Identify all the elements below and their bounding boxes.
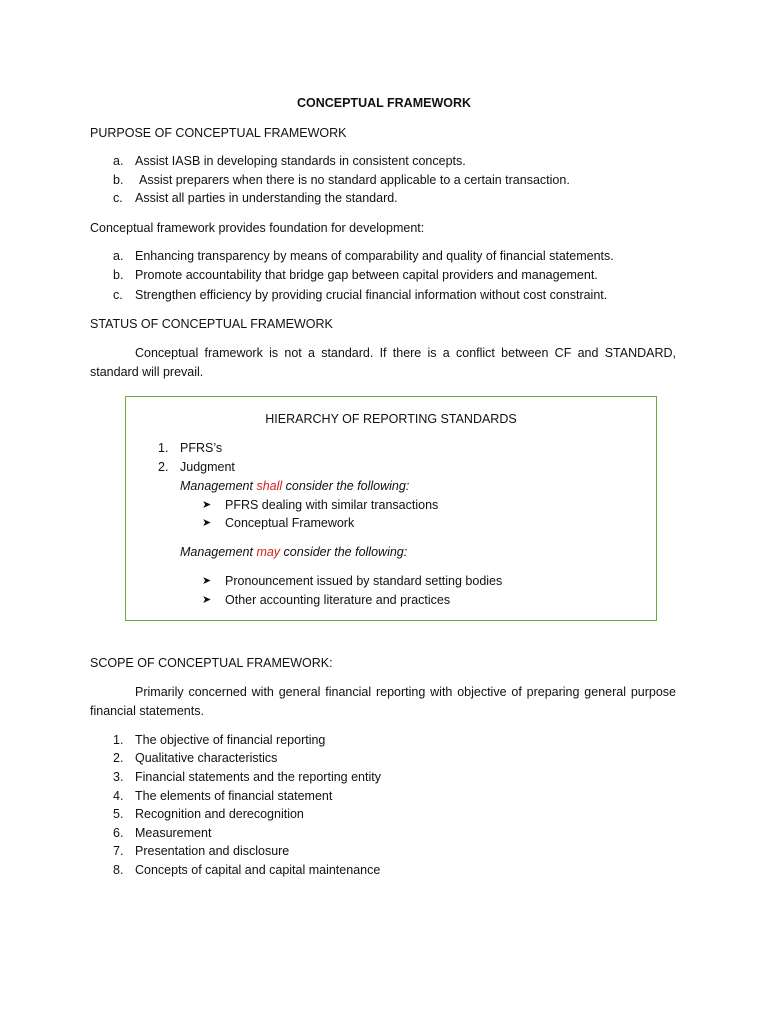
list-label: 2. (158, 460, 169, 474)
foundation-intro: Conceptual framework provides foundation for development: (90, 221, 425, 235)
arrow-bullet-icon: ➤ (202, 575, 212, 587)
list-text: Conceptual Framework (225, 516, 355, 530)
list-label: 1. (113, 733, 124, 747)
list-label: 1. (158, 441, 169, 455)
status-heading: STATUS OF CONCEPTUAL FRAMEWORK (90, 317, 333, 331)
shall-keyword: shall (256, 479, 283, 493)
shall-consider-line (180, 478, 409, 494)
list-label: b. (113, 268, 124, 282)
may-consider-line (180, 544, 407, 560)
list-text: Presentation and disclosure (135, 844, 290, 858)
hierarchy-title: HIERARCHY OF REPORTING STANDARDS (265, 412, 517, 426)
scope-paragraph-text: Primarily concerned with general financial reporting with objective of preparing general purpose financial statements. (90, 685, 676, 718)
scope-heading: SCOPE OF CONCEPTUAL FRAMEWORK: (90, 656, 333, 670)
shall-suffix: consider the following: (282, 479, 410, 493)
list-text: The elements of financial statement (135, 789, 333, 803)
list-text: Assist IASB in developing standards in consistent concepts. (135, 154, 466, 168)
may-prefix: Management (180, 545, 257, 559)
list-label: c. (113, 288, 123, 302)
list-text: The objective of financial reporting (135, 733, 326, 747)
list-text: Qualitative characteristics (135, 751, 278, 765)
list-text: PFRS’s (180, 441, 223, 455)
may-suffix: consider the following: (280, 545, 408, 559)
list-text: Judgment (180, 460, 235, 474)
list-label: a. (113, 154, 124, 168)
list-label: a. (113, 249, 124, 263)
arrow-bullet-icon: ➤ (202, 517, 212, 529)
list-text: Concepts of capital and capital maintenance (135, 863, 381, 877)
list-text: Promote accountability that bridge gap between capital providers and management. (135, 268, 598, 282)
list-label: 5. (113, 807, 124, 821)
scope-paragraph (90, 683, 676, 721)
list-text: Assist all parties in understanding the standard. (135, 191, 398, 205)
list-label: 6. (113, 826, 124, 840)
list-text: Assist preparers when there is no standard applicable to a certain transaction. (139, 173, 570, 187)
list-label: 2. (113, 751, 124, 765)
purpose-heading: PURPOSE OF CONCEPTUAL FRAMEWORK (90, 126, 347, 140)
list-label: 3. (113, 770, 124, 784)
list-text: Recognition and derecognition (135, 807, 304, 821)
list-text: Measurement (135, 826, 212, 840)
arrow-bullet-icon: ➤ (202, 594, 212, 606)
list-label: b. (113, 173, 124, 187)
arrow-bullet-icon: ➤ (202, 499, 212, 511)
status-paragraph (90, 344, 676, 382)
list-text: PFRS dealing with similar transactions (225, 498, 439, 512)
hierarchy-box (125, 396, 657, 621)
list-text: Enhancing transparency by means of comparability and quality of financial statements. (135, 249, 614, 263)
list-text: Strengthen efficiency by providing crucial financial information without cost constraint. (135, 288, 608, 302)
list-text: Financial statements and the reporting entity (135, 770, 381, 784)
list-label: 7. (113, 844, 124, 858)
list-label: 8. (113, 863, 124, 877)
list-label: 4. (113, 789, 124, 803)
may-keyword: may (256, 545, 281, 559)
list-text: Pronouncement issued by standard setting bodies (225, 574, 503, 588)
status-paragraph-text: Conceptual framework is not a standard. If there is a conflict between CF and STANDARD, standard will prevail. (90, 346, 676, 379)
page-title: CONCEPTUAL FRAMEWORK (296, 96, 472, 110)
shall-prefix: Management (180, 479, 257, 493)
list-text: Other accounting literature and practices (225, 593, 451, 607)
list-label: c. (113, 191, 123, 205)
